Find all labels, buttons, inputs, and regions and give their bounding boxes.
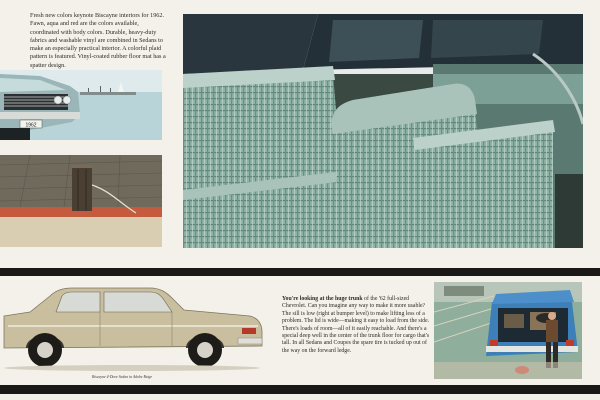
trunk-description [282, 296, 432, 355]
trunk-description-lead: You're looking at the huge trunk [282, 296, 363, 302]
car-front-photo [0, 70, 162, 140]
divider-bar-bottom [0, 385, 600, 394]
license-plate-text: 1962 [25, 122, 37, 129]
divider-bar-top [0, 268, 600, 276]
dock-photo [0, 155, 162, 247]
interior-description: Fresh new colors keynote Biscayne interiors for 1962. Fawn, aqua and red are the colors available, coordinated with body colors. Durable, heavy-duty fabrics and washable vinyl are combined in Sedans to make an especially practical interior. A colorful plaid pattern is featured. Vinyl-coated rubber floor mat has a spatter design. [30, 12, 166, 69]
sedan-caption: Biscayne 4-Door Sedan in Adobe Beige [92, 375, 153, 379]
interior-photo [183, 14, 583, 248]
trunk-photo [434, 282, 582, 379]
sedan-photo [0, 282, 265, 372]
trunk-description-body: of the '62 full-sized Chevrolet. Can you imagine any way to make it more usable? The sill is low (right at bumper level) to make lifting less of a problem. The lid is wide—making it easy to load from the side. There's loads of room—all of it easily reachable. And there's a special deep well in the center of the trunk floor for cargo that's tall. In all Sedans and Coupes the spare tire is tucked up out of the way on the forward ledge. [282, 296, 430, 354]
